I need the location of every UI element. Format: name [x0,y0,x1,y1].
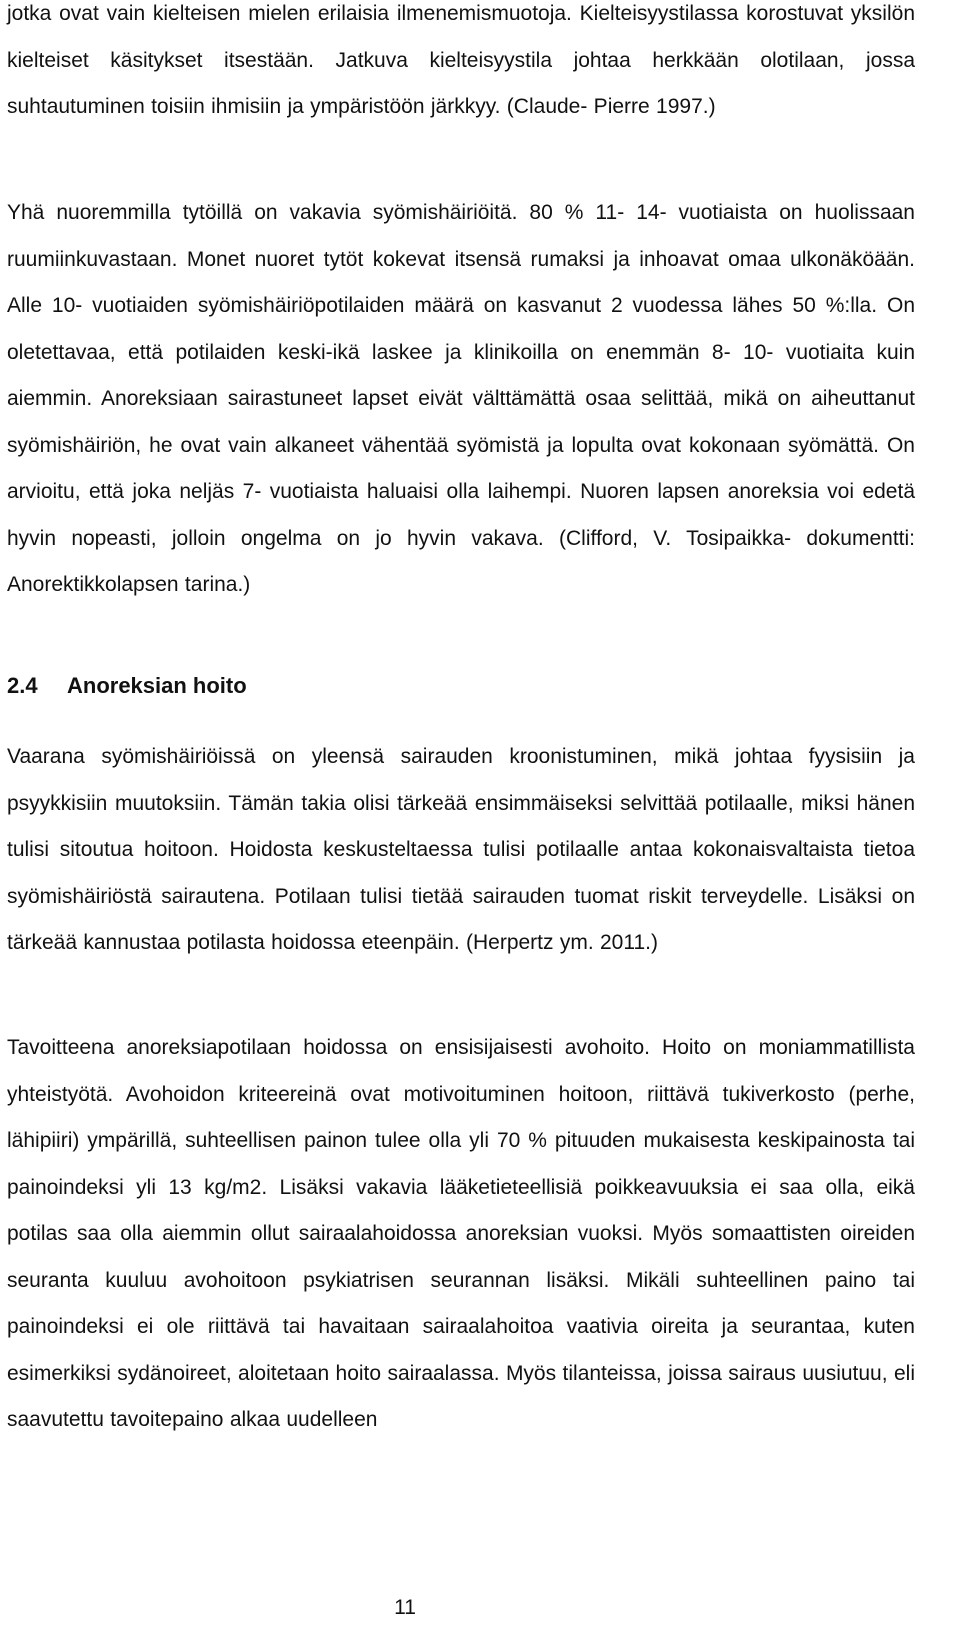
paragraph-young-girls-eating-disorders: Yhä nuoremmilla tytöillä on vakavia syömishäiriöitä. 80 % 11- 14- vuotiaista on huolissaan ruumiinkuvastaan. Monet nuoret tytöt kokevat itsensä rumaksi ja inhoavat omaa ulkonäköään. Alle 10- vuotiaiden syömishäiriöpotilaiden määrä on kasvanut 2 vuodessa lähes 50 %:lla. On oletettavaa, että potilaiden keski-ikä laskee ja klinikoilla on enemmän 8- 10- vuotiaita kuin aiemmin. Anoreksiaan sairastuneet lapset eivät välttämättä osaa selittää, mikä on aiheuttanut syömishäiriön, he ovat vain alkaneet vähentää syömistä ja lopulta ovat kokonaan syömättä. On arvioitu, että joka neljäs 7- vuotiaista haluaisi olla laihempi. Nuoren lapsen anoreksia voi edetä hyvin nopeasti, jolloin ongelma on jo hyvin vakava. (Clifford, V. Tosipaikka- dokumentti: Anorektikkolapsen tarina.) [7,201,915,596]
page-number: 11 [394,1596,416,1619]
document-page [7,0,915,1640]
section-heading [7,664,247,708]
paragraph-outpatient-care: Tavoitteena anoreksiapotilaan hoidossa on ensisijaisesti avohoito. Hoito on moniammatillista yhteistyötä. Avohoidon kriteereinä ovat motivoituminen hoitoon, riittävä tukiverkosto (perhe, lähipiiri) ympärillä, suhteellisen painon tulee olla yli 70 % pituuden mukaisesta keskipainosta tai painoindeksi yli 13 kg/m2. Lisäksi vakavia lääketieteellisiä poikkeavuuksia ei saa olla, eikä potilas saa olla aiemmin ollut sairaalahoidossa anoreksian vuoksi. Myös somaattisten oireiden seuranta kuuluu avohoitoon psykiatrisen seurannan lisäksi. Mikäli suhteellinen paino tai painoindeksi ei ole riittävä tai havaitaan sairaalahoitoa vaativia oireita ja seurantaa, kuten esimerkiksi sydänoireet, aloitetaan hoito sairaalassa. Myös tilanteissa, joissa sairaus uusiutuu, eli saavutettu tavoitepaino alkaa uudelleen [7,1036,915,1431]
section-number: 2.4 [7,673,38,698]
paragraph-negativity-state: jotka ovat vain kielteisen mielen erilaisia ilmenemismuotoja. Kielteisyystilassa korostuvat yksilön kielteiset käsitykset itsestään. Jatkuva kielteisyystila johtaa herkkään olotilaan, jossa suhtautuminen toisiin ihmisiin ja ympäristöön järkkyy. (Claude- Pierre 1997.) [7,2,915,118]
paragraph-treatment-risks: Vaarana syömishäiriöissä on yleensä sairauden kroonistuminen, mikä johtaa fyysisiin ja psyykkisiin muutoksiin. Tämän takia olisi tärkeää ensimmäiseksi selvittää potilaalle, miksi hänen tulisi sitoutua hoitoon. Hoidosta keskusteltaessa tulisi potilaalle antaa kokonaisvaltaista tietoa syömishäiriöstä sairautena. Potilaan tulisi tietää sairauden tuomat riskit terveydelle. Lisäksi on tärkeää kannustaa potilasta hoidossa eteenpäin. (Herpertz ym. 2011.) [7,745,915,954]
section-title: Anoreksian hoito [67,673,247,698]
